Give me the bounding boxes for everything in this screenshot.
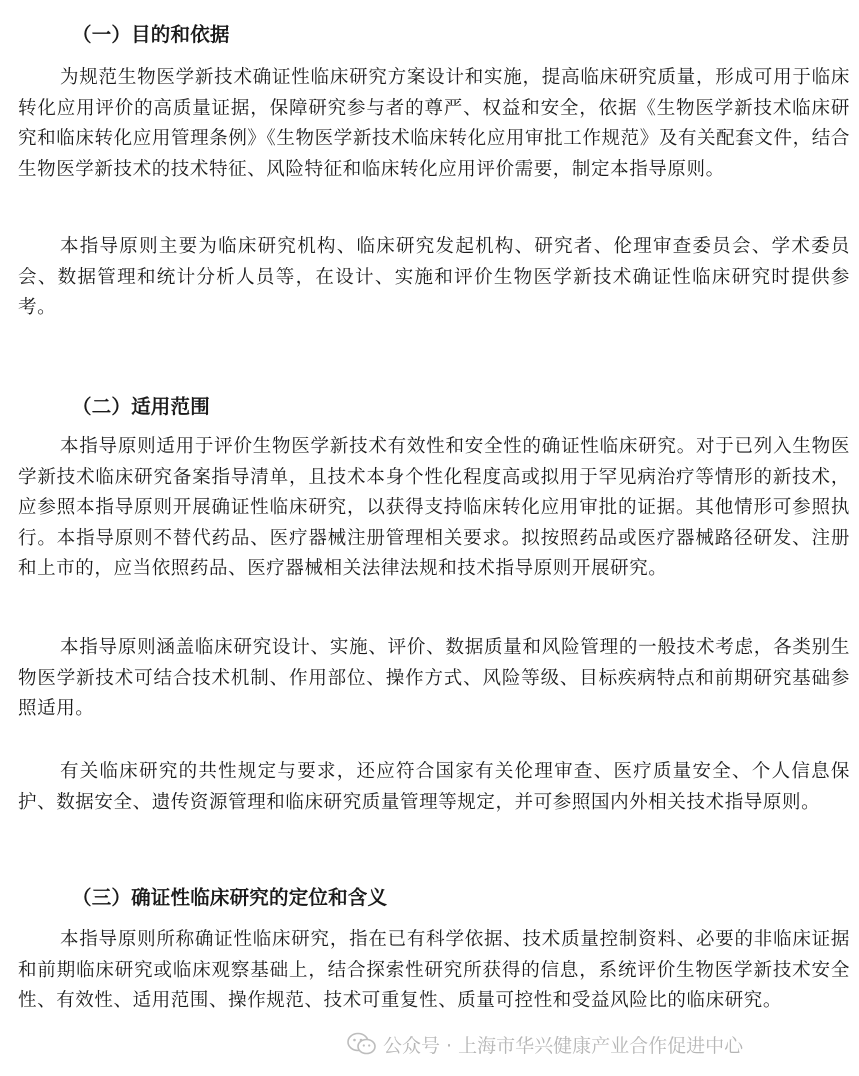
paragraph-scope-2: 本指导原则涵盖临床研究设计、实施、评价、数据质量和风险管理的一般技术考虑，各类别生物医学新技术可结合技术机制、作用部位、操作方式、风险等级、目标疾病特点和前期研究基础参照适用。 [18,637,850,719]
section-heading-purpose: （一）目的和依据 [72,23,230,46]
wechat-icon [347,1032,377,1056]
paragraph-purpose-2: 本指导原则主要为临床研究机构、临床研究发起机构、研究者、伦理审查委员会、学术委员会、数据管理和统计分析人员等，在设计、实施和评价生物医学新技术确证性临床研究时提供参考。 [18,236,850,318]
paragraph-purpose-1: 为规范生物医学新技术确证性临床研究方案设计和实施，提高临床研究质量，形成可用于临床转化应用评价的高质量证据，保障研究参与者的尊严、权益和安全，依据《生物医学新技术临床研究和临床转化应用管理条例》《生物医学新技术临床转化应用审批工作规范》及有关配套文件，结合生物医学新技术的技术特征、风险特征和临床转化应用评价需要，制定本指导原则。 [18,67,850,180]
paragraph-scope-3: 有关临床研究的共性规定与要求，还应符合国家有关伦理审查、医疗质量安全、个人信息保护、数据安全、遗传资源管理和临床研究质量管理等规定，并可参照国内外相关技术指导原则。 [18,761,850,813]
section-heading-positioning: （三）确证性临床研究的定位和含义 [72,886,388,909]
section-heading-scope: （二）适用范围 [72,395,210,418]
wechat-watermark [347,1030,743,1058]
paragraph-positioning-1: 本指导原则所称确证性临床研究，指在已有科学依据、技术质量控制资料、必要的非临床证据和前期临床研究或临床观察基础上，结合探索性研究所获得的信息，系统评价生物医学新技术安全性、有效性、适用范围、操作规范、技术可重复性、质量可控性和受益风险比的临床研究。 [18,929,850,1011]
watermark-text: 公众号 · 上海市华兴健康产业合作促进中心 [383,1034,744,1057]
paragraph-scope-1: 本指导原则适用于评价生物医学新技术有效性和安全性的确证性临床研究。对于已列入生物医学新技术临床研究备案指导清单，且技术本身个性化程度高或拟用于罕见病治疗等情形的新技术，应参照本指导原则开展确证性临床研究，以获得支持临床转化应用审批的证据。其他情形可参照执行。本指导原则不替代药品、医疗器械注册管理相关要求。拟按照药品或医疗器械路径研发、注册和上市的，应当依照药品、医疗器械相关法律法规和技术指导原则开展研究。 [18,436,850,579]
